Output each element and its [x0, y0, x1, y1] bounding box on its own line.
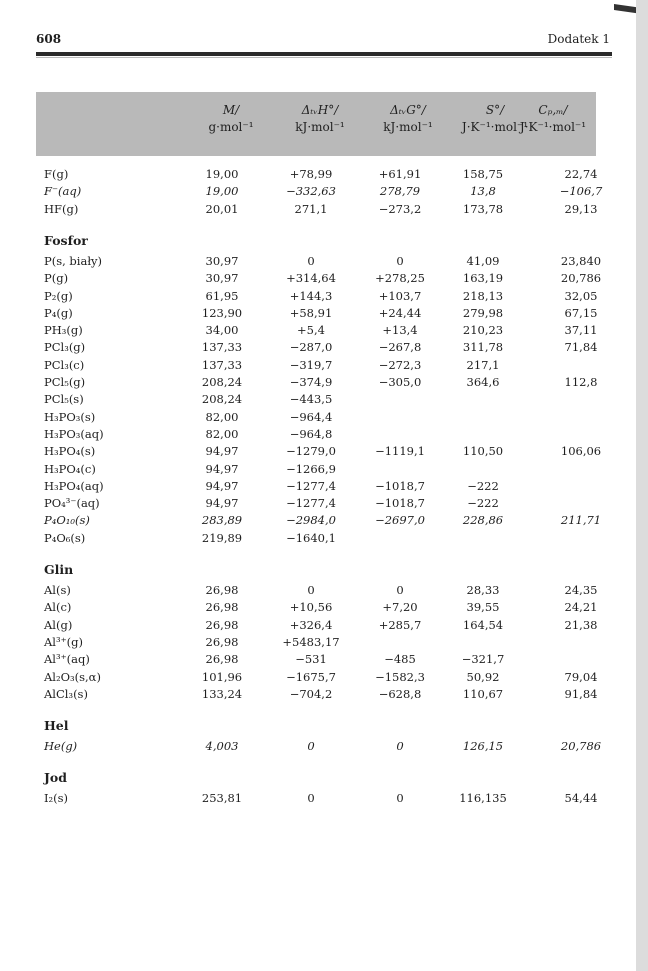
value-cell: 0 — [307, 739, 315, 754]
table-row — [36, 687, 606, 705]
value-cell: +61,91 — [378, 167, 422, 181]
species-cell: PH₃(g) — [44, 323, 83, 338]
value-cell: −2984,0 — [286, 513, 336, 528]
table-row — [36, 410, 606, 428]
value-cell: +24,44 — [378, 305, 422, 320]
table-row — [36, 531, 606, 549]
value-cell: −964,8 — [289, 426, 333, 441]
value-cell: −1277,4 — [286, 478, 336, 493]
table-row — [36, 479, 606, 497]
value-cell: 126,15 — [462, 739, 504, 754]
header-rule — [36, 52, 612, 56]
value-cell: 123,90 — [201, 305, 243, 320]
value-cell: 26,98 — [205, 634, 239, 649]
value-cell: −222 — [467, 478, 499, 493]
value-cell: 0 — [396, 739, 404, 754]
section-title: Fosfor — [44, 232, 88, 248]
value-cell: 253,81 — [201, 791, 243, 806]
table-row — [36, 583, 606, 601]
value-cell: +58,91 — [289, 305, 333, 320]
table-row — [36, 496, 606, 514]
value-cell: −1277,4 — [286, 496, 336, 511]
table-row — [36, 289, 606, 307]
value-cell: 91,84 — [564, 686, 598, 701]
table-row — [36, 600, 606, 618]
table-row — [36, 618, 606, 636]
species-cell: P(g) — [44, 271, 69, 286]
page-edge-shadow — [636, 0, 648, 971]
value-cell: −1119,1 — [375, 444, 425, 459]
table-row — [36, 271, 606, 289]
value-cell: 19,00 — [205, 167, 239, 181]
value-cell: −305,0 — [378, 375, 422, 389]
species-cell: F(g) — [44, 167, 69, 181]
value-cell: 364,6 — [466, 375, 500, 389]
value-cell: 54,44 — [564, 791, 598, 806]
species-cell: H₃PO₄(c) — [44, 461, 96, 476]
value-cell: 67,15 — [564, 305, 598, 320]
value-cell: 208,24 — [201, 392, 243, 407]
table-row — [36, 340, 606, 358]
col-header-entropy: S°/ J·K⁻¹·mol⁻¹ — [461, 103, 529, 134]
species-cell: I₂(s) — [44, 791, 69, 806]
table-row — [36, 392, 606, 410]
species-cell: Al³⁺(aq) — [44, 652, 90, 667]
value-cell: −287,0 — [289, 340, 333, 355]
species-cell: Al(g) — [44, 617, 73, 632]
species-cell: PCl₃(c) — [44, 357, 85, 372]
value-cell: 30,97 — [205, 253, 239, 268]
species-cell: PCl₅(g) — [44, 375, 86, 389]
species-cell: AlCl₃(s) — [44, 686, 88, 701]
value-cell: 94,97 — [205, 478, 239, 493]
value-cell: −1582,3 — [375, 669, 425, 684]
value-cell: 22,74 — [564, 167, 598, 181]
value-cell: −374,9 — [289, 375, 333, 389]
value-cell: +10,56 — [289, 600, 333, 615]
value-cell: 61,95 — [205, 288, 239, 303]
value-cell: −319,7 — [289, 357, 333, 372]
col-header-heat-capacity: Cₚ,ₘ/ J·K⁻¹·mol⁻¹ — [519, 103, 587, 134]
table-row — [36, 254, 606, 272]
species-cell: H₃PO₃(s) — [44, 409, 96, 424]
value-cell: 218,13 — [462, 288, 504, 303]
value-cell: −106,7 — [559, 184, 603, 199]
value-cell: −1675,7 — [286, 669, 336, 684]
value-cell: 24,35 — [564, 583, 598, 597]
value-cell: 94,97 — [205, 444, 239, 459]
table-row — [36, 635, 606, 653]
species-cell: P₄O₆(s) — [44, 530, 86, 545]
species-cell: PO₄³⁻(aq) — [44, 496, 100, 511]
value-cell: +103,7 — [378, 288, 422, 303]
table-row — [36, 167, 606, 185]
section-title: Hel — [44, 718, 69, 734]
table-row — [36, 739, 606, 757]
table-row — [36, 375, 606, 393]
value-cell: −272,3 — [378, 357, 422, 372]
value-cell: −1018,7 — [375, 496, 425, 511]
table-row — [36, 306, 606, 324]
value-cell: 112,8 — [564, 375, 598, 389]
value-cell: 219,89 — [201, 530, 243, 545]
value-cell: +7,20 — [382, 600, 418, 615]
value-cell: 20,786 — [560, 739, 602, 754]
table-row — [36, 427, 606, 445]
species-cell: P₄O₁₀(s) — [44, 513, 90, 528]
header-rule-thin — [36, 57, 612, 58]
value-cell: 20,01 — [205, 201, 239, 216]
value-cell: −222 — [467, 496, 499, 511]
table-row — [36, 323, 606, 341]
species-cell: He(g) — [44, 739, 78, 754]
value-cell: +5,4 — [297, 323, 325, 338]
species-cell: PCl₃(g) — [44, 340, 86, 355]
table-row — [36, 652, 606, 670]
col-header-molar-mass: M/ g·mol⁻¹ — [208, 103, 254, 134]
table-row — [36, 791, 606, 809]
value-cell: 110,50 — [462, 444, 504, 459]
value-cell: 208,24 — [201, 375, 243, 389]
value-cell: 94,97 — [205, 496, 239, 511]
value-cell: +278,25 — [375, 271, 425, 286]
value-cell: −443,5 — [289, 392, 333, 407]
value-cell: 26,98 — [205, 600, 239, 615]
value-cell: 283,89 — [201, 513, 243, 528]
section-title: Glin — [44, 562, 74, 577]
value-cell: 137,33 — [201, 357, 243, 372]
value-cell: 0 — [396, 791, 404, 806]
value-cell: +78,99 — [289, 167, 333, 181]
value-cell: 24,21 — [564, 600, 598, 615]
value-cell: 26,98 — [205, 652, 239, 667]
species-cell: PCl₅(s) — [44, 392, 84, 407]
value-cell: +326,4 — [289, 617, 333, 632]
value-cell: −2697,0 — [375, 513, 425, 528]
running-title: Dodatek 1 — [547, 32, 610, 46]
value-cell: 29,13 — [564, 201, 598, 216]
species-cell: H₃PO₄(s) — [44, 444, 96, 459]
value-cell: 311,78 — [462, 340, 504, 355]
value-cell: +13,4 — [382, 323, 418, 338]
value-cell: 217,1 — [466, 357, 500, 372]
value-cell: −267,8 — [378, 340, 422, 355]
table-row — [36, 462, 606, 480]
value-cell: 28,33 — [466, 583, 500, 597]
value-cell: 30,97 — [205, 271, 239, 286]
value-cell: 210,23 — [462, 323, 504, 338]
species-cell: F⁻(aq) — [44, 184, 82, 199]
value-cell: 163,19 — [462, 271, 504, 286]
value-cell: 26,98 — [205, 617, 239, 632]
value-cell: −1018,7 — [375, 478, 425, 493]
value-cell: 271,1 — [294, 201, 328, 216]
table-header — [36, 92, 596, 156]
value-cell: 13,8 — [470, 184, 496, 199]
value-cell: 116,135 — [459, 791, 507, 806]
value-cell: 0 — [307, 791, 315, 806]
value-cell: 137,33 — [201, 340, 243, 355]
value-cell: +144,3 — [289, 288, 333, 303]
value-cell: −1279,0 — [286, 444, 336, 459]
value-cell: 20,786 — [560, 271, 602, 286]
value-cell: 41,09 — [466, 253, 500, 268]
value-cell: 164,54 — [462, 617, 504, 632]
value-cell: 19,00 — [205, 184, 239, 199]
value-cell: +5483,17 — [282, 634, 340, 649]
table-row — [36, 202, 606, 220]
species-cell: Al₂O₃(s,α) — [44, 669, 101, 684]
species-cell: P₄(g) — [44, 305, 73, 320]
value-cell: −1640,1 — [286, 530, 336, 545]
value-cell: 0 — [307, 583, 315, 597]
species-cell: P(s, biały) — [44, 253, 103, 268]
value-cell: 228,86 — [462, 513, 504, 528]
value-cell: −628,8 — [378, 686, 422, 701]
value-cell: 21,38 — [564, 617, 598, 632]
value-cell: −273,2 — [378, 201, 422, 216]
value-cell: 279,98 — [462, 305, 504, 320]
value-cell: −704,2 — [289, 686, 333, 701]
value-cell: 71,84 — [564, 340, 598, 355]
value-cell: 26,98 — [205, 583, 239, 597]
value-cell: 0 — [307, 253, 315, 268]
value-cell: 133,24 — [201, 686, 243, 701]
value-cell: 4,003 — [205, 739, 239, 754]
value-cell: 34,00 — [205, 323, 239, 338]
table-row — [36, 444, 606, 462]
value-cell: 37,11 — [564, 323, 598, 338]
value-cell: −531 — [295, 652, 327, 667]
value-cell: 158,75 — [462, 167, 504, 181]
value-cell: 0 — [396, 583, 404, 597]
value-cell: −332,63 — [286, 184, 336, 199]
value-cell: 211,71 — [560, 513, 602, 528]
value-cell: 106,06 — [560, 444, 602, 459]
value-cell: +285,7 — [378, 617, 422, 632]
value-cell: 79,04 — [564, 669, 598, 684]
species-cell: H₃PO₄(aq) — [44, 478, 104, 493]
page-number: 608 — [36, 32, 62, 46]
value-cell: −321,7 — [461, 652, 505, 667]
species-cell: HF(g) — [44, 201, 79, 216]
page-header — [36, 32, 610, 48]
col-header-enthalpy: ΔₜᵥH°/ kJ·mol⁻¹ — [295, 103, 345, 134]
species-cell: H₃PO₃(aq) — [44, 426, 104, 441]
value-cell: −485 — [384, 652, 416, 667]
table-row — [36, 358, 606, 376]
col-header-gibbs: ΔₜᵥG°/ kJ·mol⁻¹ — [383, 103, 433, 134]
value-cell: 278,79 — [379, 184, 421, 199]
species-cell: Al³⁺(g) — [44, 634, 83, 649]
value-cell: 50,92 — [466, 669, 500, 684]
table-row — [36, 670, 606, 688]
value-cell: 82,00 — [205, 409, 239, 424]
value-cell: 173,78 — [462, 201, 504, 216]
species-cell: P₂(g) — [44, 288, 73, 303]
value-cell: 82,00 — [205, 426, 239, 441]
value-cell: 94,97 — [205, 461, 239, 476]
value-cell: 0 — [396, 253, 404, 268]
table-row — [36, 513, 606, 531]
species-cell: Al(s) — [44, 583, 71, 597]
value-cell: 110,67 — [462, 686, 504, 701]
value-cell: 39,55 — [466, 600, 500, 615]
table-row — [36, 184, 606, 202]
value-cell: −1266,9 — [286, 461, 336, 476]
value-cell: +314,64 — [286, 271, 336, 286]
value-cell: 101,96 — [201, 669, 243, 684]
species-cell: Al(c) — [44, 600, 72, 615]
value-cell: −964,4 — [289, 409, 333, 424]
section-title: Jod — [44, 770, 67, 786]
value-cell: 32,05 — [564, 288, 598, 303]
value-cell: 23,840 — [560, 253, 602, 268]
